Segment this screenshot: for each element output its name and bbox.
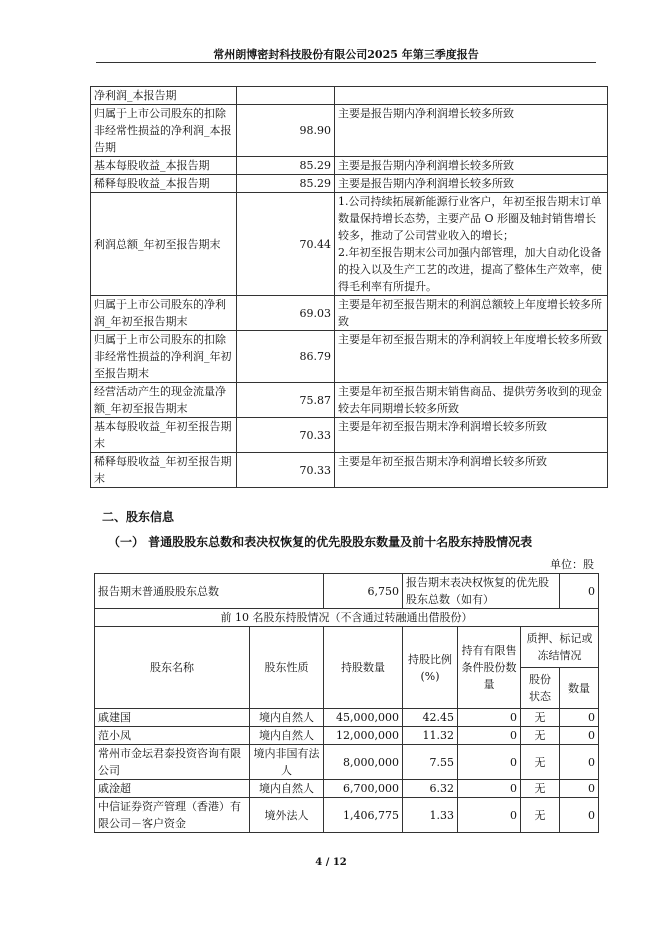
item-label: 归属于上市公司股东的净利润_年初至报告期末 bbox=[91, 296, 237, 331]
shareholder-pledge-status: 无 bbox=[521, 727, 560, 745]
item-label: 稀释每股收益_本报告期 bbox=[91, 175, 237, 193]
shareholder-shares: 1,406,775 bbox=[324, 798, 403, 833]
unit-label: 单位：股 bbox=[550, 558, 594, 571]
table-row bbox=[95, 727, 599, 745]
shareholder-pledge-qty: 0 bbox=[560, 798, 599, 833]
item-label: 利润总额_年初至报告期末 bbox=[91, 193, 237, 296]
shareholder-ratio: 42.45 bbox=[403, 709, 458, 727]
shareholder-pledge-qty: 0 bbox=[560, 745, 599, 780]
item-label: 归属于上市公司股东的扣除非经常性损益的净利润_本报告期 bbox=[91, 105, 237, 157]
shareholder-ratio: 6.32 bbox=[403, 780, 458, 798]
table-row bbox=[91, 157, 608, 175]
page-number: 4 / 12 bbox=[315, 857, 347, 868]
shareholder-restricted: 0 bbox=[458, 727, 521, 745]
shareholder-name: 中信证券资产管理（香港）有限公司－客户资金 bbox=[95, 798, 250, 833]
change-reason: 主要是年初至报告期末的净利润较上年度增长较多所致 bbox=[335, 331, 608, 383]
shareholder-restricted: 0 bbox=[458, 780, 521, 798]
pref-shareholders-value: 0 bbox=[560, 574, 599, 609]
change-reason: 主要是年初至报告期末净利润增长较多所致 bbox=[335, 453, 608, 488]
change-ratio bbox=[237, 87, 335, 105]
table-row bbox=[91, 418, 608, 453]
pref-shareholders-label: 报告期末表决权恢复的优先股股东总数（如有） bbox=[403, 574, 560, 609]
shareholder-pledge-status: 无 bbox=[521, 709, 560, 727]
change-reason bbox=[335, 193, 608, 296]
header-name: 股东名称 bbox=[95, 627, 250, 709]
table-row bbox=[91, 331, 608, 383]
change-reason: 主要是年初至报告期末净利润增长较多所致 bbox=[335, 418, 608, 453]
shareholder-pledge-status: 无 bbox=[521, 745, 560, 780]
shareholder-shares: 45,000,000 bbox=[324, 709, 403, 727]
change-reason: 主要是报告期内净利润增长较多所致 bbox=[335, 157, 608, 175]
change-reason: 主要是报告期内净利润增长较多所致 bbox=[335, 175, 608, 193]
shareholder-ratio: 7.55 bbox=[403, 745, 458, 780]
table-row bbox=[91, 105, 608, 157]
header-restricted: 持有有限售条件股份数量 bbox=[458, 627, 521, 709]
shareholder-nature: 境外法人 bbox=[250, 798, 324, 833]
shareholder-restricted: 0 bbox=[458, 709, 521, 727]
change-reason bbox=[335, 87, 608, 105]
shareholder-pledge-qty: 0 bbox=[560, 727, 599, 745]
header-pledge: 质押、标记或冻结情况 bbox=[521, 627, 599, 668]
change-ratio: 98.90 bbox=[237, 105, 335, 157]
header-ratio: 持股比例(%) bbox=[403, 627, 458, 709]
shareholder-pledge-status: 无 bbox=[521, 798, 560, 833]
table-row bbox=[91, 296, 608, 331]
change-ratio: 69.03 bbox=[237, 296, 335, 331]
shareholder-table bbox=[94, 573, 599, 833]
change-reason: 主要是年初至报告期末销售商品、提供劳务收到的现金较去年同期增长较多所致 bbox=[335, 383, 608, 418]
top10-title-row bbox=[95, 609, 599, 627]
shareholder-ratio: 11.32 bbox=[403, 727, 458, 745]
total-shareholders-label: 报告期末普通股股东总数 bbox=[95, 574, 324, 609]
change-ratio: 85.29 bbox=[237, 175, 335, 193]
change-reason: 主要是年初至报告期末的利润总额较上年度增长较多所致 bbox=[335, 296, 608, 331]
item-label: 基本每股收益_年初至报告期末 bbox=[91, 418, 237, 453]
section-subtitle: （一） 普通股股东总数和表决权恢复的优先股股东数量及前十名股东持股情况表 bbox=[108, 535, 533, 549]
item-label: 稀释每股收益_年初至报告期末 bbox=[91, 453, 237, 488]
header-row bbox=[95, 627, 599, 668]
header-pledge-qty: 数量 bbox=[560, 668, 599, 709]
shareholder-nature: 境内自然人 bbox=[250, 709, 324, 727]
shareholder-shares: 6,700,000 bbox=[324, 780, 403, 798]
change-ratio: 70.33 bbox=[237, 453, 335, 488]
shareholder-nature: 境内自然人 bbox=[250, 780, 324, 798]
table-row bbox=[95, 780, 599, 798]
change-reason-table bbox=[90, 86, 608, 488]
page-header-title: 常州朗博密封科技股份有限公司2025 年第三季度报告 bbox=[213, 48, 479, 61]
shareholder-name: 戚建国 bbox=[95, 709, 250, 727]
table-row bbox=[95, 798, 599, 833]
shareholder-name: 常州市金坛君泰投资咨询有限公司 bbox=[95, 745, 250, 780]
change-ratio: 70.33 bbox=[237, 418, 335, 453]
table-row bbox=[91, 453, 608, 488]
item-label: 净利润_本报告期 bbox=[91, 87, 237, 105]
shareholder-name: 戚淦超 bbox=[95, 780, 250, 798]
total-shareholders-value: 6,750 bbox=[324, 574, 403, 609]
shareholder-pledge-qty: 0 bbox=[560, 709, 599, 727]
total-shareholders-row bbox=[95, 574, 599, 609]
table-row bbox=[95, 745, 599, 780]
section-title: 二、股东信息 bbox=[102, 510, 175, 524]
shareholder-ratio: 1.33 bbox=[403, 798, 458, 833]
table-row bbox=[91, 383, 608, 418]
table-row bbox=[91, 175, 608, 193]
change-ratio: 70.44 bbox=[237, 193, 335, 296]
table-row bbox=[95, 709, 599, 727]
shareholder-pledge-status: 无 bbox=[521, 780, 560, 798]
header-nature: 股东性质 bbox=[250, 627, 324, 709]
header-pledge-status: 股份状态 bbox=[521, 668, 560, 709]
shareholder-pledge-qty: 0 bbox=[560, 780, 599, 798]
change-ratio: 75.87 bbox=[237, 383, 335, 418]
table-row bbox=[91, 87, 608, 105]
reason-line-2: 2.年初至报告期末公司加强内部管理，加大自动化设备的投入以及生产工艺的改进，提高了整体生产效率，使得毛利率有所提升。 bbox=[338, 246, 602, 293]
header-shares: 持股数量 bbox=[324, 627, 403, 709]
item-label: 基本每股收益_本报告期 bbox=[91, 157, 237, 175]
header-divider bbox=[96, 62, 596, 63]
shareholder-nature: 境内非国有法人 bbox=[250, 745, 324, 780]
shareholder-restricted: 0 bbox=[458, 745, 521, 780]
shareholder-restricted: 0 bbox=[458, 798, 521, 833]
shareholder-nature: 境内自然人 bbox=[250, 727, 324, 745]
shareholder-name: 范小凤 bbox=[95, 727, 250, 745]
shareholder-shares: 12,000,000 bbox=[324, 727, 403, 745]
item-label: 经营活动产生的现金流量净额_年初至报告期末 bbox=[91, 383, 237, 418]
change-ratio: 86.79 bbox=[237, 331, 335, 383]
item-label: 归属于上市公司股东的扣除非经常性损益的净利润_年初至报告期末 bbox=[91, 331, 237, 383]
table-row bbox=[91, 193, 608, 296]
shareholder-shares: 8,000,000 bbox=[324, 745, 403, 780]
top10-title: 前 10 名股东持股情况（不含通过转融通出借股份） bbox=[95, 609, 599, 627]
change-reason: 主要是报告期内净利润增长较多所致 bbox=[335, 105, 608, 157]
change-ratio: 85.29 bbox=[237, 157, 335, 175]
reason-line-1: 1.公司持续拓展新能源行业客户，年初至报告期末订单数量保持增长态势，主要产品 O 形圈及轴封销售增长较多，推动了公司营业收入的增长； bbox=[338, 195, 602, 242]
